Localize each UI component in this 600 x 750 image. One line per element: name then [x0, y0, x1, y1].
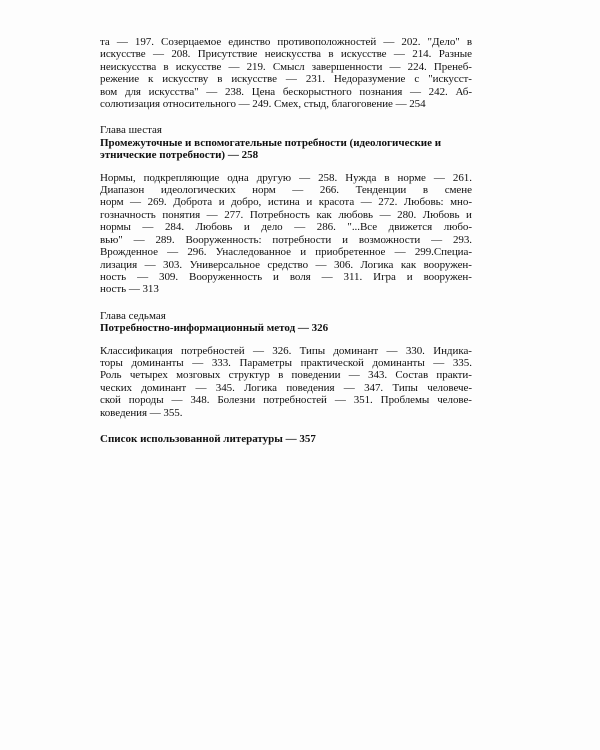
text-line: гозначность понятия — 277. Потребность как любовь — 280. Любовь и — [100, 208, 472, 221]
text-line: ческих доминант — 345. Логика поведения — 347. Типы человече- — [100, 381, 472, 394]
text-line: Роль четырех мозговых структур в поведении — 343. Состав практи- — [100, 369, 472, 382]
toc-intro-paragraph — [100, 36, 472, 110]
text-line: Врожденное — 296. Унаследованное и приобретенное — 299.Специа- — [100, 246, 472, 259]
chapter-7-body — [100, 345, 472, 419]
text-line: коведения — 355. — [100, 406, 183, 419]
text-line: вом для искусства" — 238. Цена бескорыстного познания — 242. Аб- — [100, 85, 472, 98]
chapter-6-body — [100, 172, 472, 296]
text-line: Диапазон идеологических норм — 266. Тенденции в смене — [100, 184, 472, 197]
bibliography-entry: Список использованной литературы — 357 — [100, 432, 316, 445]
text-line: торы доминанты — 333. Параметры практической доминанты — 335. — [100, 356, 472, 369]
text-line: неискусства в искусстве — 219. Смысл завершенности — 224. Пренеб- — [100, 60, 472, 73]
text-line: нормы — 284. Любовь и дело — 286. "...Все движется любо- — [100, 221, 472, 234]
text-line: режение к искусству в искусстве — 231. Недоразумение с "искусст- — [100, 73, 472, 86]
text-line: Нормы, подкрепляющие одна другую — 258. Нужда в норме — 261. — [100, 171, 472, 184]
chapter-6-title-line: этнические потребности) — 258 — [100, 149, 259, 162]
text-line: норм — 269. Доброта и добро, истина и красота — 272. Любовь: мно- — [100, 196, 472, 209]
chapter-6-title-line: Промежуточные и вспомогательные потребности (идеологические и — [100, 136, 442, 149]
chapter-7-title: Потребностно-информационный метод — 326 — [100, 322, 329, 335]
text-line: искусстве — 208. Присутствие неискусства в искусстве — 214. Разные — [100, 48, 472, 61]
text-line: вью" — 289. Вооруженность: потребности и возможности — 293. — [100, 233, 472, 246]
text-line: солютизация относительного — 249. Смех, стыд, благоговение — 254 — [100, 98, 426, 111]
text-line: ность — 313 — [100, 283, 159, 296]
toc-content — [100, 36, 472, 445]
text-line: Классификация потребностей — 326. Типы доминант — 330. Индика- — [100, 344, 472, 357]
text-line: ской породы — 348. Болезни потребностей — 351. Проблемы челове- — [100, 394, 472, 407]
chapter-7-label: Глава седьмая — [100, 309, 166, 322]
text-line: лизация — 303. Универсальное средство — 306. Логика как вооружен- — [100, 258, 472, 271]
chapter-6-label: Глава шестая — [100, 124, 162, 137]
text-line: та — 197. Созерцаемое единство противоположностей — 202. "Дело" в — [100, 36, 472, 48]
text-line: ность — 309. Вооруженность и воля — 311. Игра и вооружен- — [100, 270, 472, 283]
